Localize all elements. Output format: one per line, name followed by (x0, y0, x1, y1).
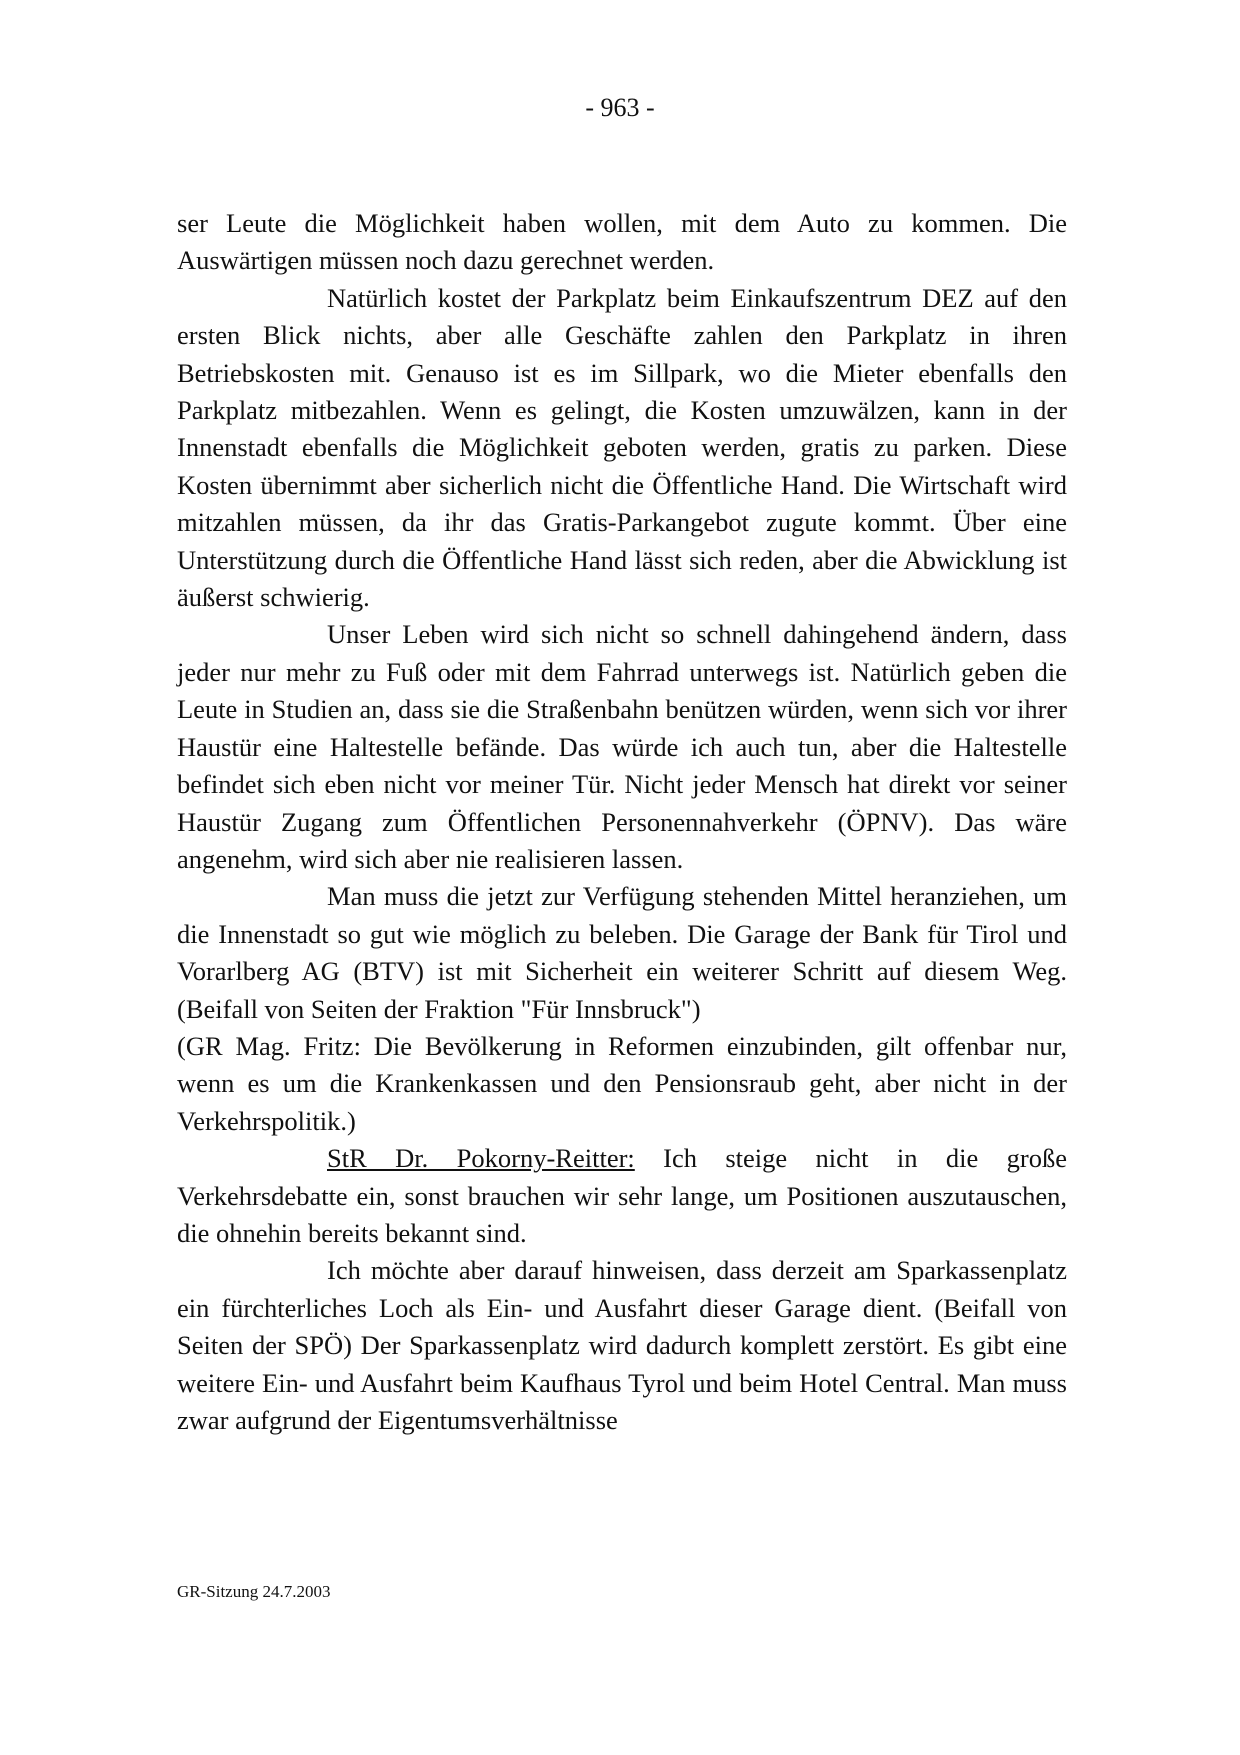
paragraph-btv-garage: Man muss die jetzt zur Verfügung stehenden Mittel heranziehen, um die Innenstadt so gut wie möglich zu beleben. Die Garage der Bank für Tirol und Vorarlberg AG (BTV) ist mit Sicherheit ein weiterer Schritt auf diesem Weg. (Beifall von Seiten der Fraktion "Für Innsbruck") (177, 881, 1067, 1024)
paragraph-speaker-statement (177, 1140, 1067, 1252)
paragraph-public-transport: Unser Leben wird sich nicht so schnell dahingehend ändern, dass jeder nur mehr zu Fuß oder mit dem Fahrrad unterwegs ist. Natürlich geben die Leute in Studien an, dass sie die Straßenbahn benützen würden, wenn sich vor ihrer Haustür eine Haltestelle befände. Das würde ich auch tun, aber die Haltestelle befindet sich eben nicht vor meiner Tür. Nicht jeder Mensch hat direkt vor seiner Haustür Zugang zum Öffentlichen Personennahverkehr (ÖPNV). Das wäre angenehm, wird sich aber nie realisieren lassen. (177, 619, 1067, 874)
paragraph-continuation: ser Leute die Möglichkeit haben wollen, mit dem Auto zu kommen. Die Auswärtigen müssen noch dazu gerechnet werden. (177, 208, 1067, 276)
speaker-name: StR Dr. Pokorny-Reitter: (327, 1143, 635, 1174)
footer-session-label: GR-Sitzung 24.7.2003 (177, 1582, 331, 1601)
paragraph-parking-costs: Natürlich kostet der Parkplatz beim Einkaufszentrum DEZ auf den ersten Blick nichts, aber alle Geschäfte zahlen den Parkplatz in ihren Betriebskosten mit. Genauso ist es im Sillpark, wo die Mieter ebenfalls den Parkplatz mitbezahlen. Wenn es gelingt, die Kosten umzuwälzen, kann in der Innenstadt ebenfalls die Möglichkeit geboten werden, gratis zu parken. Diese Kosten übernimmt aber sicherlich nicht die Öffentliche Hand. Die Wirtschaft wird mitzahlen müssen, da ihr das Gratis-Parkangebot zugute kommt. Über eine Unterstützung durch die Öffentliche Hand lässt sich reden, aber die Abwicklung ist äußerst schwierig. (177, 282, 1067, 613)
speaker-text: Ich steige nicht in die große Verkehrsdebatte ein, sonst brauchen wir sehr lange, um Positionen auszutauschen, die ohnehin bereits bekannt sind. (177, 1143, 1068, 1248)
paragraph-sparkassenplatz: Ich möchte aber darauf hinweisen, dass derzeit am Sparkassenplatz ein fürchterliches Loch als Ein- und Ausfahrt dieser Garage dient. (Beifall von Seiten der SPÖ) Der Sparkassenplatz wird dadurch komplett zerstört. Es gibt eine weitere Ein- und Ausfahrt beim Kaufhaus Tyrol und beim Hotel Central. Man muss zwar aufgrund der Eigentumsverhältnisse (177, 1255, 1067, 1435)
document-body (177, 205, 1067, 1439)
page-number: - 963 - (585, 93, 655, 122)
paragraph-interjection: (GR Mag. Fritz: Die Bevölkerung in Reformen einzubinden, gilt offenbar nur, wenn es um die Krankenkassen und den Pensionsraub geht, aber nicht in der Verkehrspolitik.) (177, 1030, 1067, 1136)
